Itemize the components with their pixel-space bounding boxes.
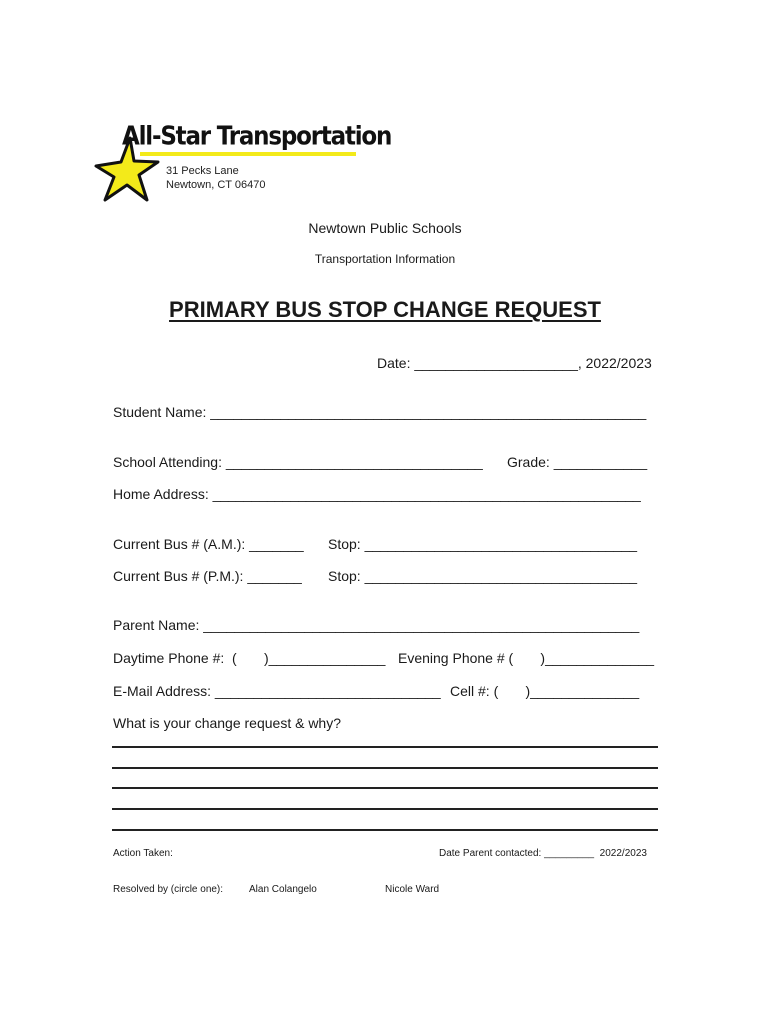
- resolved-by-label: Resolved by (circle one):: [113, 884, 224, 895]
- email-field[interactable]: E-Mail Address: _____________________________: [113, 683, 441, 699]
- am-bus-field[interactable]: Current Bus # (A.M.): _______: [113, 536, 304, 552]
- daytime-phone-field[interactable]: Daytime Phone #: ( )_______________: [113, 650, 386, 666]
- school-attending-field[interactable]: School Attending: _________________________________: [113, 454, 483, 470]
- date-parent-contacted-field[interactable]: Date Parent contacted: _________ 2022/2023: [439, 848, 647, 859]
- address-line-1: 31 Pecks Lane: [166, 165, 239, 177]
- change-request-line-3[interactable]: [112, 787, 658, 789]
- home-address-field[interactable]: Home Address: _______________________________________________________: [113, 486, 641, 502]
- address-line-2: Newtown, CT 06470: [166, 179, 266, 191]
- company-logo-text: All-Star Transportation: [122, 122, 392, 152]
- department-name: Transportation Information: [314, 252, 456, 266]
- form-title: PRIMARY BUS STOP CHANGE REQUEST: [169, 297, 601, 322]
- change-request-label: What is your change request & why?: [113, 715, 342, 731]
- logo-underline: [140, 152, 356, 156]
- organization-name: Newtown Public Schools: [308, 220, 462, 236]
- student-name-field[interactable]: Student Name: ________________________________________________________: [113, 404, 647, 420]
- evening-phone-field[interactable]: Evening Phone # ( )______________: [398, 650, 655, 666]
- resolver-option-alan-colangelo[interactable]: Alan Colangelo: [249, 884, 317, 895]
- pm-bus-field[interactable]: Current Bus # (P.M.): _______: [113, 568, 302, 584]
- resolver-option-nicole-ward[interactable]: Nicole Ward: [385, 884, 440, 895]
- action-taken-label: Action Taken:: [113, 848, 173, 859]
- change-request-line-2[interactable]: [112, 767, 658, 769]
- cell-field[interactable]: Cell #: ( )______________: [450, 683, 640, 699]
- parent-name-field[interactable]: Parent Name: ________________________________________________________: [113, 617, 640, 633]
- grade-field[interactable]: Grade: ____________: [507, 454, 648, 470]
- change-request-line-1[interactable]: [112, 746, 658, 748]
- date-field[interactable]: Date: _____________________, 2022/2023: [377, 355, 652, 371]
- am-stop-field[interactable]: Stop: ___________________________________: [328, 536, 638, 552]
- change-request-line-5[interactable]: [112, 829, 658, 831]
- pm-stop-field[interactable]: Stop: ___________________________________: [328, 568, 638, 584]
- change-request-line-4[interactable]: [112, 808, 658, 810]
